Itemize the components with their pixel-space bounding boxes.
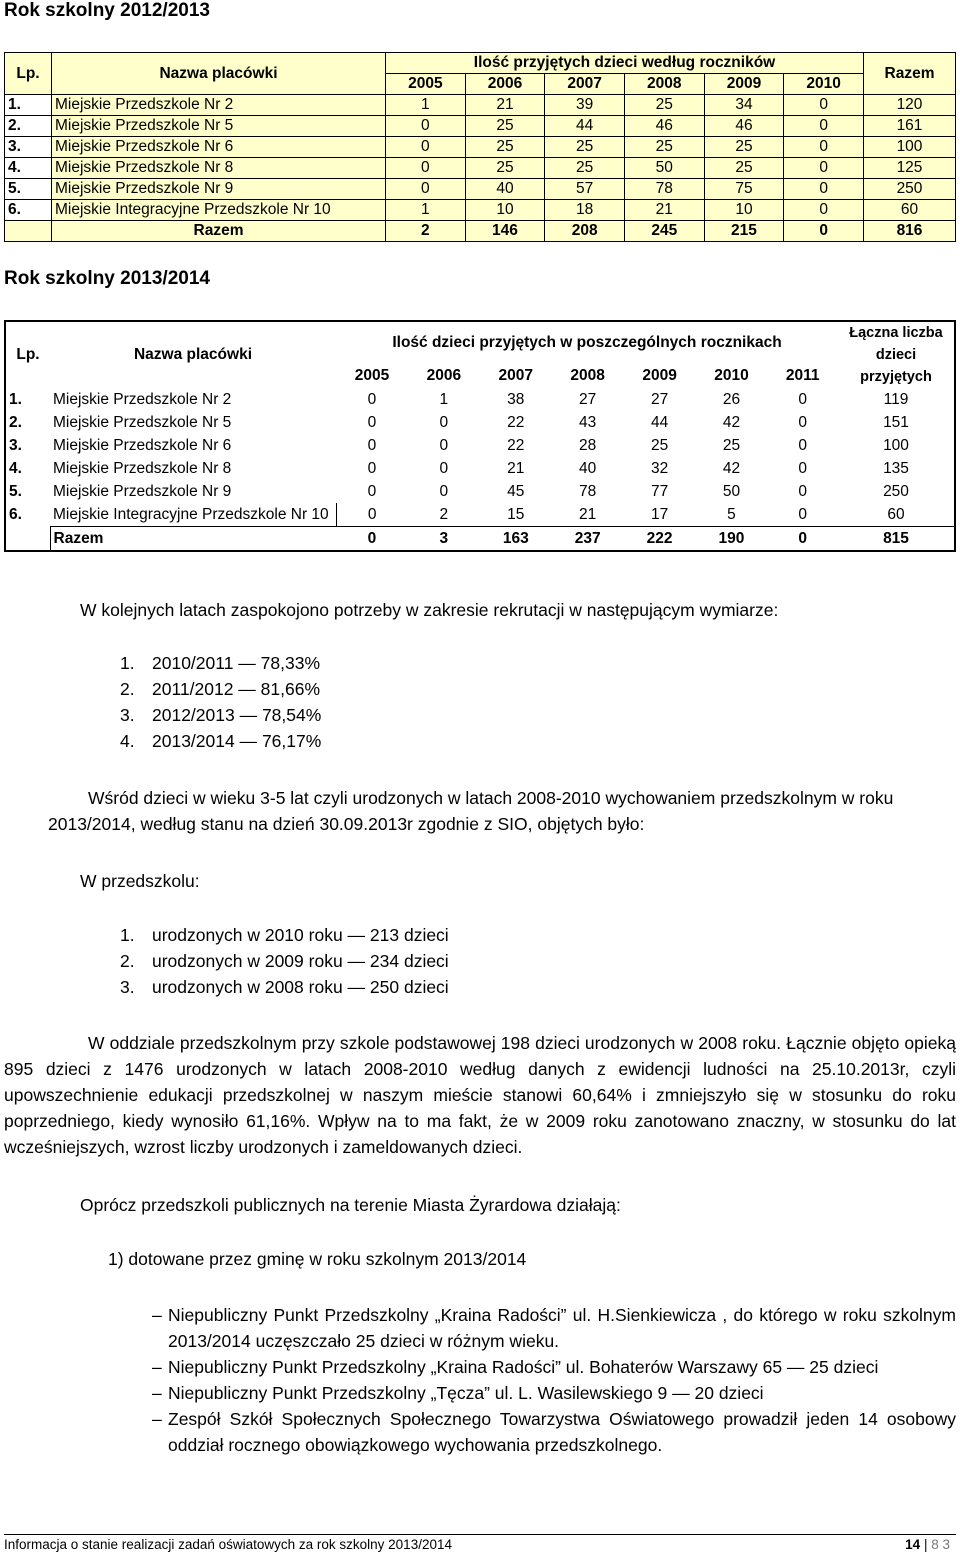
row-name: Miejskie Przedszkole Nr 9	[53, 482, 232, 500]
cell: 25	[545, 137, 625, 158]
cell: 22	[507, 413, 525, 431]
cell: 0	[367, 505, 377, 523]
col-name: Nazwa placówki	[50, 321, 336, 388]
para3: Oprócz przedszkoli publicznych na terenie Miasta Żyrardowa działają:	[80, 1195, 621, 1215]
row-total: 100	[838, 434, 955, 457]
cell: 25	[704, 158, 784, 179]
row-total: 100	[864, 137, 956, 158]
cell: 21	[507, 459, 525, 477]
row-lp: 2.	[5, 411, 50, 434]
page-number: 14	[905, 1537, 921, 1552]
table-row	[5, 503, 955, 527]
table-row	[5, 158, 956, 179]
table-row	[5, 137, 956, 158]
sum-total: 816	[864, 221, 956, 242]
cell: 50	[624, 158, 704, 179]
year-head: 2007	[545, 74, 625, 95]
footer-text: Informacja o stanie realizacji zadań oświatowych za rok szkolny 2013/2014	[4, 1537, 452, 1552]
cell: 0	[767, 527, 838, 552]
cell: 0	[784, 221, 864, 242]
cell: 25	[624, 137, 704, 158]
sum-label: Razem	[50, 527, 336, 552]
rate-list	[120, 650, 321, 754]
cell: 0	[386, 179, 466, 200]
para2: W oddziale przedszkolnym przy szkole podstawowej 198 dzieci urodzonych w 2008 roku. Łącznie objęto opieką 895 dzieci z 1476 urodzonych w latach 2008-2010 według danych z ewidencji ludności na 25.10.2013r, czyli upowszechnienie edukacji przedszkolnej w naszym mieście stanowi 60,64% i zmniejszyło się w stosunku do roku poprzedniego, kiedy wynosiło 61,16%. Wpływ na to ma fakt, że w 2009 roku zanotowano znaczny, w stosunku do lat wcześniejszych, wzrost liczby urodzonych i zameldowanych dzieci.	[4, 1033, 956, 1157]
year-head: 2009	[642, 366, 677, 384]
cell: 0	[367, 413, 377, 431]
col-group: Ilość przyjętych dzieci według roczników	[386, 53, 864, 74]
row-name: Miejskie Przedszkole Nr 2	[53, 390, 232, 408]
page-total: 8 3	[931, 1537, 950, 1552]
cell: 0	[798, 390, 808, 408]
cell: 237	[552, 527, 624, 552]
cell: 17	[650, 505, 669, 523]
row-lp: 6.	[5, 200, 52, 221]
cell: 0	[439, 413, 449, 431]
row-name: Miejskie Przedszkole Nr 9	[52, 179, 386, 200]
row-name: Miejskie Przedszkole Nr 8	[52, 158, 386, 179]
row-lp: 1.	[5, 388, 50, 411]
page-footer: Informacja o stanie realizacji zadań oświatowych za rok szkolny 2013/2014 14 | 8 3	[4, 1534, 956, 1552]
row-total: 125	[864, 158, 956, 179]
row-lp: 4.	[5, 457, 50, 480]
cell: 46	[704, 116, 784, 137]
cell: 0	[784, 95, 864, 116]
cell: 28	[579, 436, 597, 454]
cell: 44	[650, 413, 669, 431]
table-row	[5, 480, 955, 503]
cell: 57	[545, 179, 625, 200]
cell: 0	[798, 505, 808, 523]
cell: 25	[465, 116, 545, 137]
para1-line2: 2013/2014, według stanu na dzień 30.09.2013r zgodnie z SIO, objętych było:	[48, 814, 645, 834]
col-lp: Lp.	[5, 321, 50, 388]
table-2013-2014	[4, 320, 956, 552]
row-total: 60	[864, 200, 956, 221]
cell: 25	[624, 95, 704, 116]
col-total: Razem	[864, 53, 956, 95]
cell: 0	[798, 436, 808, 454]
list-item: 4. 2013/2014 — 76,17%	[120, 731, 322, 751]
cell: 25	[722, 436, 741, 454]
cell: 0	[386, 137, 466, 158]
cell: 21	[465, 95, 545, 116]
list-item: 3. 2012/2013 — 78,54%	[120, 705, 322, 725]
cell: 0	[439, 436, 449, 454]
row-total: 151	[838, 411, 955, 434]
list-item: 1. 2010/2011 — 78,33%	[120, 653, 321, 673]
row-total: 250	[838, 480, 955, 503]
in-kindergarten-label: W przedszkolu:	[80, 871, 200, 891]
cell: 0	[784, 158, 864, 179]
list-item: 3. urodzonych w 2008 roku — 250 dzieci	[120, 977, 449, 997]
row-total: 135	[838, 457, 955, 480]
list-item: – Niepubliczny Punkt Przedszkolny „Tęcza” ul. L. Wasilewskiego 9 — 20 dzieci	[152, 1383, 764, 1403]
cell: 2	[386, 221, 466, 242]
cell: 0	[798, 413, 808, 431]
row-lp: 2.	[5, 116, 52, 137]
list-item: 2. urodzonych w 2009 roku — 234 dzieci	[120, 951, 449, 971]
row-name: Miejskie Przedszkole Nr 8	[53, 459, 232, 477]
cell: 27	[650, 390, 669, 408]
cell: 77	[650, 482, 669, 500]
cell: 21	[624, 200, 704, 221]
row-lp: 3.	[5, 137, 52, 158]
year-head: 2007	[498, 366, 533, 384]
table-row	[5, 457, 955, 480]
table-row	[5, 411, 955, 434]
row-name: Miejskie Integracyjne Przedszkole Nr 10	[50, 503, 336, 527]
year-head: 2005	[354, 366, 390, 384]
row-name: Miejskie Przedszkole Nr 2	[52, 95, 386, 116]
cell: 2	[439, 505, 449, 523]
year-head: 2005	[386, 74, 466, 95]
cell: 42	[722, 459, 741, 477]
cell: 27	[579, 390, 597, 408]
cell: 26	[722, 390, 741, 408]
list-item: – Niepubliczny Punkt Przedszkolny „Kraina Radości” ul. Bohaterów Warszawy 65 — 25 dzieci	[152, 1357, 879, 1377]
cell: 46	[624, 116, 704, 137]
row-lp: 5.	[5, 179, 52, 200]
year-head: 2006	[465, 74, 545, 95]
row-total: 120	[864, 95, 956, 116]
row-name: Miejskie Integracyjne Przedszkole Nr 10	[52, 200, 386, 221]
cell: 32	[650, 459, 669, 477]
cell: 0	[367, 459, 377, 477]
cell: 215	[704, 221, 784, 242]
table-row	[5, 95, 956, 116]
cell: 18	[545, 200, 625, 221]
cell: 222	[624, 527, 696, 552]
bullet-list	[152, 1302, 956, 1458]
cell: 0	[784, 137, 864, 158]
section1-title: Rok szkolny 2012/2013	[4, 0, 210, 21]
row-lp: 6.	[5, 503, 50, 527]
row-total: 60	[838, 503, 955, 527]
cell: 44	[545, 116, 625, 137]
cell: 0	[439, 459, 449, 477]
cell: 190	[696, 527, 768, 552]
cell: 0	[367, 482, 377, 500]
sum-label: Razem	[52, 221, 386, 242]
list-item: – Niepubliczny Punkt Przedszkolny „Kraina Radości” ul. H.Sienkiewicza , do którego w roku szkolnym 2013/2014 uczęszczało 25 dzieci w różnym wieku.	[152, 1305, 956, 1351]
cell: 25	[545, 158, 625, 179]
list-item: – Zespół Szkół Społecznych Społecznego Towarzystwa Oświatowego prowadził jeden 14 osobowy oddział rocznego obowiązkowego wychowania przedszkolnego.	[152, 1409, 956, 1455]
row-name: Miejskie Przedszkole Nr 5	[53, 413, 232, 431]
year-head: 2006	[426, 366, 462, 384]
cell: 1	[386, 200, 466, 221]
cell: 0	[798, 459, 808, 477]
cell: 0	[798, 482, 808, 500]
col-name: Nazwa placówki	[52, 53, 386, 95]
cell: 43	[579, 413, 597, 431]
cell: 10	[704, 200, 784, 221]
cell: 15	[507, 505, 525, 523]
year-head: 2011	[785, 366, 820, 384]
cell: 22	[507, 436, 525, 454]
table-row	[5, 116, 956, 137]
list-item: 1. urodzonych w 2010 roku — 213 dzieci	[120, 925, 449, 945]
cell: 0	[784, 200, 864, 221]
intro-paragraph: W kolejnych latach zaspokojono potrzeby w zakresie rekrutacji w następującym wymiarze:	[80, 600, 779, 620]
year-head: 2008	[570, 366, 605, 384]
cell: 25	[465, 137, 545, 158]
row-lp: 4.	[5, 158, 52, 179]
row-lp: 3.	[5, 434, 50, 457]
cell: 25	[704, 137, 784, 158]
cell: 5	[727, 505, 736, 523]
cell: 50	[722, 482, 741, 500]
cell: 163	[480, 527, 552, 552]
cell: 10	[465, 200, 545, 221]
row-name: Miejskie Przedszkole Nr 6	[53, 436, 232, 454]
row-total: 119	[838, 388, 955, 411]
cell: 0	[439, 482, 449, 500]
cell: 39	[545, 95, 625, 116]
table-row	[5, 200, 956, 221]
cell: 245	[624, 221, 704, 242]
table-2012-2013	[4, 52, 956, 242]
col-total: Łączna liczba dzieci przyjętych	[838, 321, 955, 388]
cell: 0	[784, 179, 864, 200]
cell: 0	[784, 116, 864, 137]
cell: 0	[336, 527, 408, 552]
cell: 25	[465, 158, 545, 179]
section2-title: Rok szkolny 2013/2014	[4, 268, 210, 289]
cell: 75	[704, 179, 784, 200]
table-row	[5, 434, 955, 457]
year-head: 2009	[704, 74, 784, 95]
cell: 208	[545, 221, 625, 242]
row-name: Miejskie Przedszkole Nr 6	[52, 137, 386, 158]
cell: 38	[507, 390, 525, 408]
year-head: 2010	[714, 366, 749, 384]
cell: 1	[439, 390, 449, 408]
row-lp: 1.	[5, 95, 52, 116]
table-row	[5, 388, 955, 411]
cell: 146	[465, 221, 545, 242]
col-lp: Lp.	[5, 53, 52, 95]
cell: 0	[367, 436, 377, 454]
row-total: 250	[864, 179, 956, 200]
list-item: 2. 2011/2012 — 81,66%	[120, 679, 321, 699]
year-head: 2010	[784, 74, 864, 95]
sum-total: 815	[838, 527, 955, 552]
para1-line1: Wśród dzieci w wieku 3-5 lat czyli urodzonych w latach 2008-2010 wychowaniem przedszkolnym w roku	[88, 788, 894, 808]
subpoint: 1) dotowane przez gminę w roku szkolnym 2013/2014	[108, 1249, 527, 1269]
year-head: 2008	[624, 74, 704, 95]
cell: 1	[386, 95, 466, 116]
cell: 45	[507, 482, 525, 500]
cell: 40	[465, 179, 545, 200]
cell: 78	[624, 179, 704, 200]
row-name: Miejskie Przedszkole Nr 5	[52, 116, 386, 137]
born-list	[120, 922, 449, 1000]
cell: 25	[650, 436, 669, 454]
cell: 21	[579, 505, 597, 523]
cell: 0	[386, 116, 466, 137]
row-lp: 5.	[5, 480, 50, 503]
cell: 40	[579, 459, 597, 477]
row-total: 161	[864, 116, 956, 137]
cell: 0	[386, 158, 466, 179]
table-row	[5, 179, 956, 200]
cell: 78	[579, 482, 597, 500]
cell: 0	[367, 390, 377, 408]
cell: 3	[408, 527, 480, 552]
table-sum-row	[5, 527, 955, 552]
col-group: Ilość dzieci przyjętych w poszczególnych rocznikach	[336, 321, 838, 363]
table-sum-row	[5, 221, 956, 242]
cell: 34	[704, 95, 784, 116]
cell: 42	[722, 413, 741, 431]
